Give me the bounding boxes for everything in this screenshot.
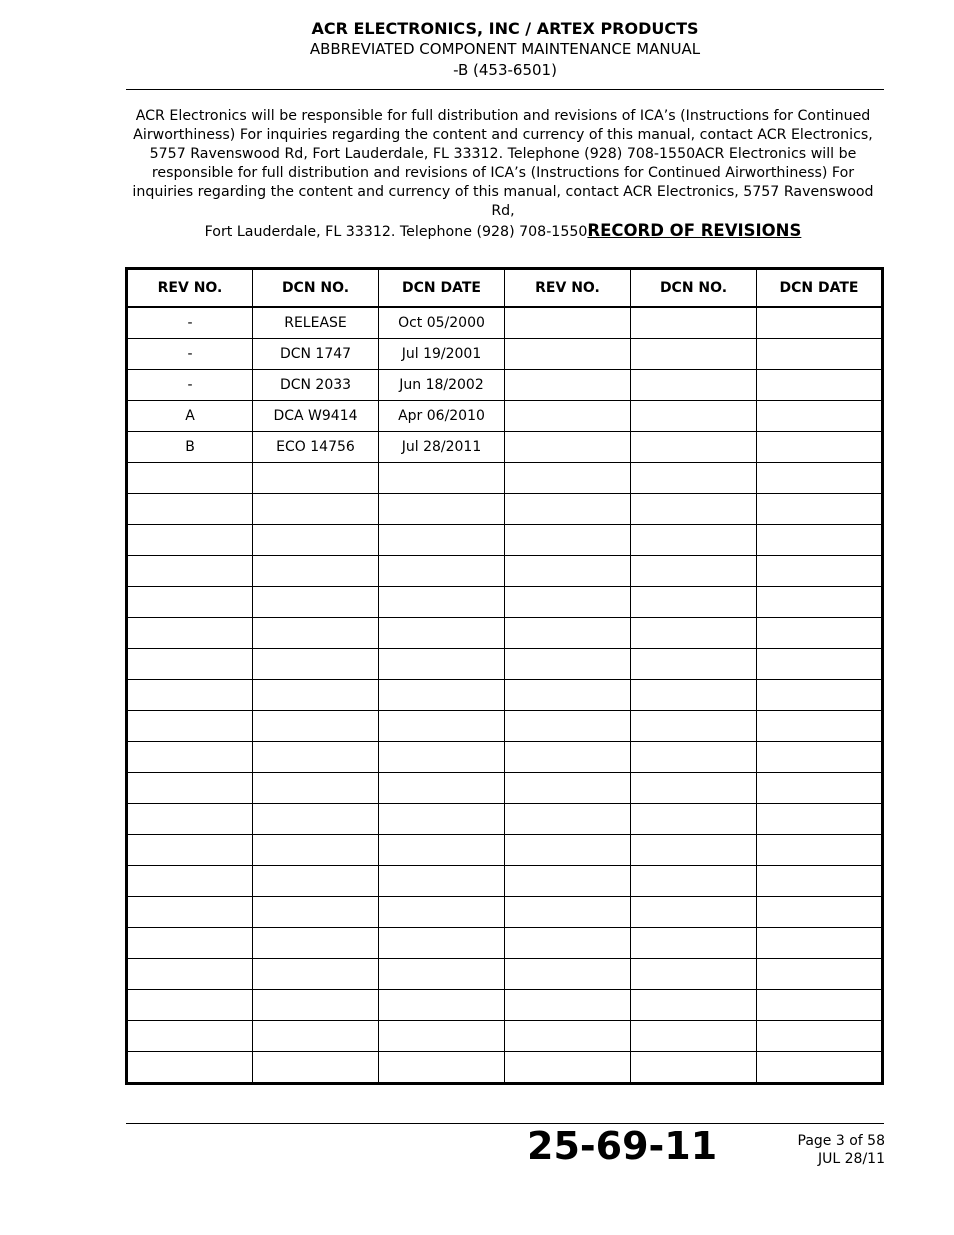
- table-cell: [757, 401, 883, 432]
- table-cell: [505, 494, 631, 525]
- table-cell: [127, 618, 253, 649]
- table-cell: [253, 587, 379, 618]
- table-cell: [505, 587, 631, 618]
- table-cell: [631, 959, 757, 990]
- table-row: [127, 866, 883, 897]
- table-cell: [127, 1021, 253, 1052]
- table-cell: Oct 05/2000: [379, 307, 505, 339]
- table-cell: [253, 680, 379, 711]
- table-cell: [379, 835, 505, 866]
- table-cell: DCN 1747: [253, 339, 379, 370]
- table-cell: [757, 556, 883, 587]
- table-cell: [379, 680, 505, 711]
- record-of-revisions-table: [125, 267, 884, 1085]
- table-cell: [631, 401, 757, 432]
- table-cell: [127, 866, 253, 897]
- table-row: [127, 897, 883, 928]
- table-cell: Jul 28/2011: [379, 432, 505, 463]
- table-cell: [379, 804, 505, 835]
- table-header-row: [127, 269, 883, 308]
- table-cell: [505, 959, 631, 990]
- table-cell: [505, 307, 631, 339]
- company-name: ACR ELECTRONICS, INC / ARTEX PRODUCTS: [311, 19, 699, 38]
- table-cell: [127, 463, 253, 494]
- table-row: [127, 928, 883, 959]
- table-cell: [127, 680, 253, 711]
- table-cell: [631, 773, 757, 804]
- table-cell: [631, 307, 757, 339]
- table-cell: [757, 835, 883, 866]
- table-cell: -: [127, 370, 253, 401]
- table-cell: [253, 928, 379, 959]
- table-cell: [631, 1052, 757, 1084]
- distribution-notice: [120, 107, 886, 242]
- table-cell: [127, 525, 253, 556]
- table-cell: [631, 1021, 757, 1052]
- table-cell: [757, 525, 883, 556]
- table-row: [127, 587, 883, 618]
- table-cell: [505, 897, 631, 928]
- table-cell: [631, 928, 757, 959]
- table-cell: [505, 711, 631, 742]
- table-cell: [379, 711, 505, 742]
- table-cell: [379, 866, 505, 897]
- table-cell: [631, 494, 757, 525]
- table-cell: [253, 866, 379, 897]
- table-cell: [253, 711, 379, 742]
- table-cell: [757, 804, 883, 835]
- table-cell: [379, 928, 505, 959]
- table-cell: [253, 773, 379, 804]
- table-cell: [127, 804, 253, 835]
- table-cell: [379, 649, 505, 680]
- table-cell: [127, 835, 253, 866]
- manual-title: ABBREVIATED COMPONENT MAINTENANCE MANUAL: [309, 40, 701, 58]
- table-cell: [127, 556, 253, 587]
- table-row: [127, 1052, 883, 1084]
- table-cell: [505, 835, 631, 866]
- table-cell: [757, 959, 883, 990]
- table-cell: [127, 773, 253, 804]
- table-row: [127, 463, 883, 494]
- table-cell: [757, 370, 883, 401]
- table-cell: [505, 618, 631, 649]
- header-divider: [126, 89, 884, 90]
- table-cell: [757, 649, 883, 680]
- table-cell: [379, 494, 505, 525]
- table-cell: [379, 525, 505, 556]
- table-cell: [379, 587, 505, 618]
- table-cell: [379, 990, 505, 1021]
- table-cell: [757, 587, 883, 618]
- table-cell: [757, 1021, 883, 1052]
- table-cell: [505, 928, 631, 959]
- table-row: [127, 307, 883, 339]
- table-cell: [127, 649, 253, 680]
- table-row: [127, 494, 883, 525]
- table-cell: [757, 742, 883, 773]
- table-cell: [379, 773, 505, 804]
- footer-divider: [126, 1123, 884, 1124]
- page-number: Page 3 of 58: [797, 1133, 885, 1149]
- table-row: [127, 556, 883, 587]
- table-row: [127, 649, 883, 680]
- column-header: REV NO.: [505, 269, 631, 308]
- table-cell: [505, 401, 631, 432]
- table-cell: [757, 866, 883, 897]
- table-row: [127, 742, 883, 773]
- table-cell: [379, 1052, 505, 1084]
- table-cell: [757, 990, 883, 1021]
- table-cell: [505, 649, 631, 680]
- table-cell: DCA W9414: [253, 401, 379, 432]
- page-date: JUL 28/11: [818, 1151, 885, 1167]
- section-title: RECORD OF REVISIONS: [587, 221, 802, 240]
- table-cell: [505, 525, 631, 556]
- table-cell: [631, 649, 757, 680]
- table-row: [127, 835, 883, 866]
- table-cell: [631, 897, 757, 928]
- table-cell: [127, 990, 253, 1021]
- table-cell: ECO 14756: [253, 432, 379, 463]
- table-cell: [631, 804, 757, 835]
- table-cell: Jul 19/2001: [379, 339, 505, 370]
- table-cell: DCN 2033: [253, 370, 379, 401]
- table-cell: [631, 525, 757, 556]
- table-cell: [757, 432, 883, 463]
- table-cell: [505, 432, 631, 463]
- table-cell: [253, 618, 379, 649]
- table-cell: [631, 742, 757, 773]
- table-cell: [127, 1052, 253, 1084]
- table-cell: [253, 804, 379, 835]
- table-cell: [757, 618, 883, 649]
- table-cell: [379, 463, 505, 494]
- table-cell: [757, 307, 883, 339]
- table-row: [127, 401, 883, 432]
- table-cell: Apr 06/2010: [379, 401, 505, 432]
- table-cell: [505, 866, 631, 897]
- table-cell: [631, 866, 757, 897]
- table-cell: [253, 525, 379, 556]
- table-cell: [631, 339, 757, 370]
- table-cell: [253, 959, 379, 990]
- table-cell: [253, 835, 379, 866]
- table-row: [127, 432, 883, 463]
- table-cell: [379, 742, 505, 773]
- column-header: DCN NO.: [631, 269, 757, 308]
- table-cell: [379, 556, 505, 587]
- table-cell: [379, 618, 505, 649]
- table-row: [127, 804, 883, 835]
- table-cell: [253, 463, 379, 494]
- table-cell: [631, 680, 757, 711]
- table-row: [127, 370, 883, 401]
- table-cell: [757, 1052, 883, 1084]
- table-cell: [631, 432, 757, 463]
- table-cell: [505, 680, 631, 711]
- table-cell: [505, 339, 631, 370]
- table-cell: [631, 618, 757, 649]
- column-header: DCN NO.: [253, 269, 379, 308]
- table-cell: [505, 556, 631, 587]
- table-cell: [127, 897, 253, 928]
- table-cell: [253, 494, 379, 525]
- table-cell: [757, 680, 883, 711]
- table-cell: [253, 990, 379, 1021]
- column-header: REV NO.: [127, 269, 253, 308]
- table-cell: [505, 990, 631, 1021]
- column-header: DCN DATE: [379, 269, 505, 308]
- notice-text: ACR Electronics will be responsible for full distribution and revisions of ICA’s (Instructions for Continued Airworthiness) For inquiries regarding the content and currency of this manual, contact ACR Electronics, 5757 Ravenswood Rd, Fort Lauderdale, FL 33312. Telephone (928) 708-1550ACR Electronics will be responsible for full distribution and revisions of ICA’s (Instructions for Continued Airworthiness) For inquiries regarding the content and currency of this manual, contact ACR Electronics, 5757 Ravenswood Rd, Fort Lauderdale, FL 33312. Telephone (928) 708-1550: [132, 108, 874, 240]
- table-cell: [127, 928, 253, 959]
- document-number: -B (453-6501): [453, 61, 557, 79]
- table-body: [127, 307, 883, 1084]
- column-header: DCN DATE: [757, 269, 883, 308]
- table-cell: [253, 649, 379, 680]
- table-cell: [253, 1052, 379, 1084]
- table-cell: [757, 339, 883, 370]
- table-cell: [631, 587, 757, 618]
- table-cell: A: [127, 401, 253, 432]
- table-cell: [127, 959, 253, 990]
- table-cell: -: [127, 307, 253, 339]
- table-cell: [505, 773, 631, 804]
- table-row: [127, 773, 883, 804]
- table-row: [127, 1021, 883, 1052]
- table-cell: [505, 370, 631, 401]
- table-cell: [379, 897, 505, 928]
- table-cell: [253, 742, 379, 773]
- table-cell: [127, 742, 253, 773]
- table-cell: [127, 494, 253, 525]
- table-cell: [253, 1021, 379, 1052]
- table-cell: [757, 494, 883, 525]
- table-cell: [505, 742, 631, 773]
- table-cell: [505, 463, 631, 494]
- table-cell: [253, 556, 379, 587]
- table-cell: RELEASE: [253, 307, 379, 339]
- table-cell: [631, 711, 757, 742]
- table-cell: [631, 556, 757, 587]
- table-cell: [631, 835, 757, 866]
- table-cell: Jun 18/2002: [379, 370, 505, 401]
- table-cell: [379, 959, 505, 990]
- table-row: [127, 959, 883, 990]
- table-row: [127, 525, 883, 556]
- table-cell: [757, 928, 883, 959]
- chapter-number: 25-69-11: [527, 1124, 718, 1168]
- table-cell: [631, 463, 757, 494]
- table-cell: [127, 711, 253, 742]
- table-cell: [379, 1021, 505, 1052]
- table-cell: [757, 711, 883, 742]
- table-row: [127, 680, 883, 711]
- table-cell: [757, 463, 883, 494]
- table-cell: [505, 1052, 631, 1084]
- table-cell: B: [127, 432, 253, 463]
- table-row: [127, 339, 883, 370]
- table-cell: [127, 587, 253, 618]
- table-cell: [757, 773, 883, 804]
- table-cell: [505, 1021, 631, 1052]
- table-row: [127, 990, 883, 1021]
- table-cell: -: [127, 339, 253, 370]
- table-cell: [757, 897, 883, 928]
- table-cell: [505, 804, 631, 835]
- document-header: [126, 18, 884, 81]
- table-cell: [253, 897, 379, 928]
- table-row: [127, 711, 883, 742]
- page-info: [740, 1132, 885, 1168]
- table-cell: [631, 370, 757, 401]
- table-cell: [631, 990, 757, 1021]
- table-row: [127, 618, 883, 649]
